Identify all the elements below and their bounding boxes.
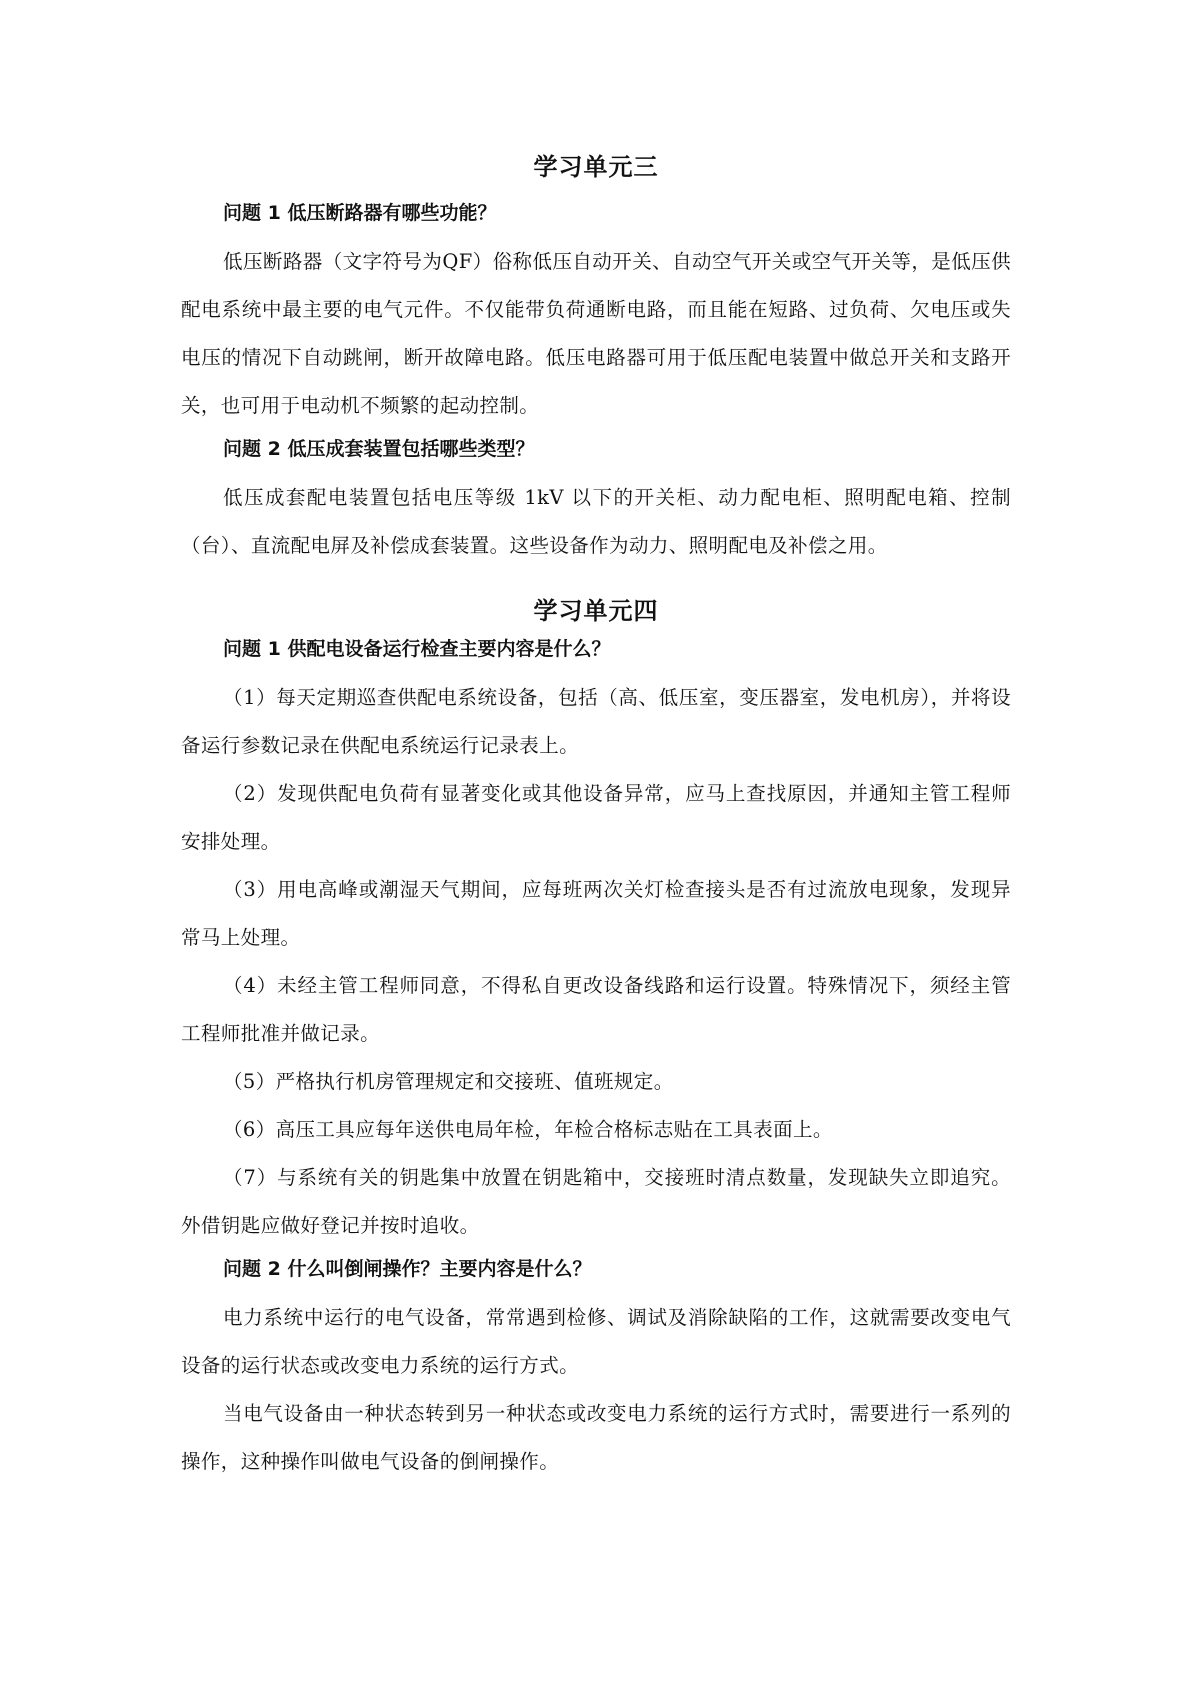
question-heading: 问题 1 低压断路器有哪些功能？ xyxy=(223,202,497,224)
list-item-paragraph: （5）严格执行机房管理规定和交接班、值班规定。 xyxy=(223,1070,674,1093)
unit-title: 学习单元三 xyxy=(533,153,659,181)
list-item-paragraph: （3）用电高峰或潮湿天气期间，应每班两次关灯检查接头是否有过流放电现象，发现异常马上处理。 xyxy=(181,878,1011,949)
unit-title: 学习单元四 xyxy=(533,597,659,625)
list-item-paragraph: （2）发现供配电负荷有显著变化或其他设备异常，应马上查找原因，并通知主管工程师安排处理。 xyxy=(181,782,1011,853)
question-heading: 问题 2 什么叫倒闸操作？主要内容是什么？ xyxy=(223,1258,592,1280)
question-block xyxy=(181,198,1011,430)
question-heading: 问题 1 供配电设备运行检查主要内容是什么？ xyxy=(223,638,611,660)
question-block xyxy=(181,1254,1011,1486)
list-item-paragraph: （4）未经主管工程师同意，不得私自更改设备线路和运行设置。特殊情况下，须经主管工程师批准并做记录。 xyxy=(181,974,1011,1045)
list-item-paragraph: （6）高压工具应每年送供电局年检，年检合格标志贴在工具表面上。 xyxy=(223,1118,833,1141)
answer-paragraph: 当电气设备由一种状态转到另一种状态或改变电力系统的运行方式时，需要进行一系列的操作，这种操作叫做电气设备的倒闸操作。 xyxy=(181,1402,1011,1473)
question-block xyxy=(181,634,1011,1250)
question-heading: 问题 2 低压成套装置包括哪些类型？ xyxy=(223,438,535,460)
list-item-paragraph: （1）每天定期巡查供配电系统设备，包括（高、低压室，变压器室，发电机房），并将设备运行参数记录在供配电系统运行记录表上。 xyxy=(181,686,1011,757)
answer-paragraph: 电力系统中运行的电气设备，常常遇到检修、调试及消除缺陷的工作，这就需要改变电气设备的运行状态或改变电力系统的运行方式。 xyxy=(181,1306,1011,1377)
document-page xyxy=(181,150,1011,1486)
list-item-paragraph: （7）与系统有关的钥匙集中放置在钥匙箱中，交接班时清点数量，发现缺失立即追究。外借钥匙应做好登记并按时追收。 xyxy=(181,1166,1011,1237)
answer-paragraph: 低压断路器（文字符号为QF）俗称低压自动开关、自动空气开关或空气开关等，是低压供配电系统中最主要的电气元件。不仅能带负荷通断电路，而且能在短路、过负荷、欠电压或失电压的情况下自动跳闸，断开故障电路。低压电路器可用于低压配电装置中做总开关和支路开关，也可用于电动机不频繁的起动控制。 xyxy=(181,250,1011,417)
answer-paragraph: 低压成套配电装置包括电压等级 1kV 以下的开关柜、动力配电柜、照明配电箱、控制（台）、直流配电屏及补偿成套装置。这些设备作为动力、照明配电及补偿之用。 xyxy=(181,486,1011,557)
question-block xyxy=(181,434,1011,570)
